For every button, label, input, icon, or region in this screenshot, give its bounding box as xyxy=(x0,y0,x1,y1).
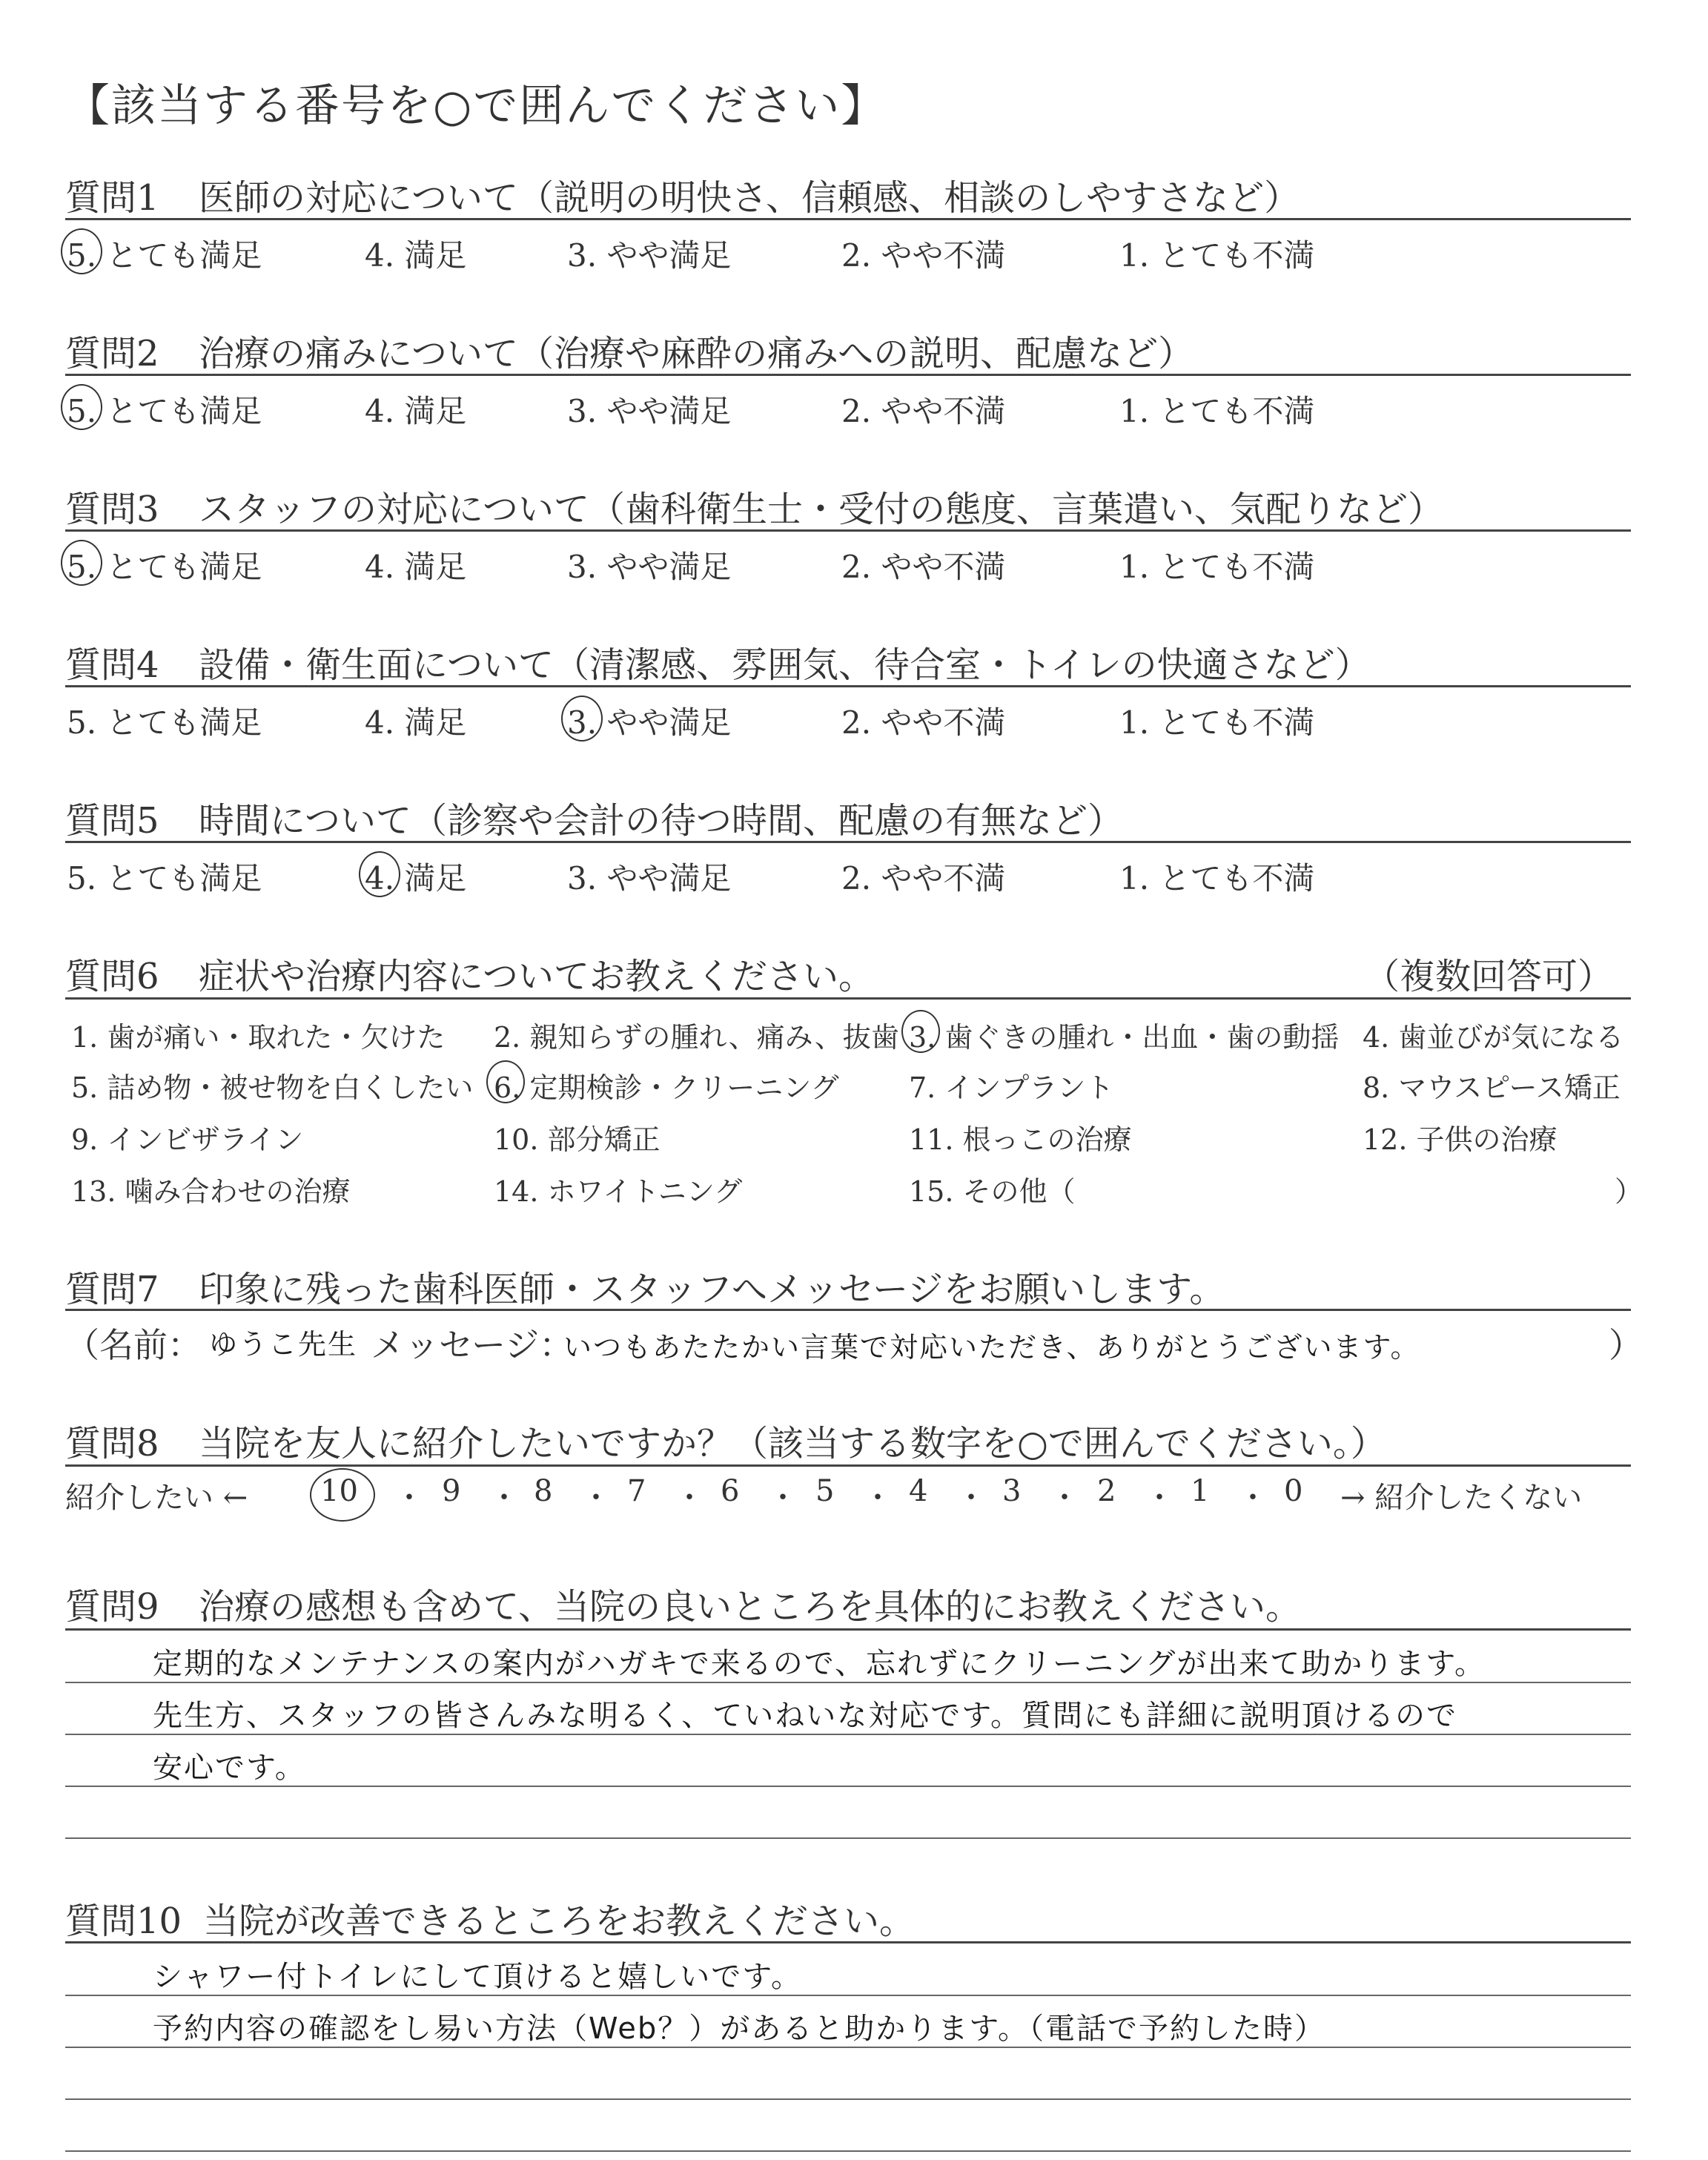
q8-dot-6: ・ xyxy=(956,1481,986,1515)
q6-item-11[interactable]: 11. 根っこの治療 xyxy=(909,1123,1132,1156)
q6-selected-circle-3 xyxy=(901,1010,940,1053)
q8-scale-4[interactable]: 4 xyxy=(909,1474,928,1508)
q8-dot-4: ・ xyxy=(768,1481,798,1515)
q6-item-14[interactable]: 14. ホワイトニング xyxy=(494,1175,743,1208)
q8-scale-0[interactable]: 0 xyxy=(1284,1474,1303,1508)
q3-option-1[interactable]: 1. とても不満 xyxy=(1119,549,1315,585)
q5-label: 質問5 xyxy=(65,800,159,842)
q6-item-9[interactable]: 9. インビザライン xyxy=(71,1123,304,1156)
q6-item-12[interactable]: 12. 子供の治療 xyxy=(1363,1123,1558,1156)
q7-close-paren: ） xyxy=(1609,1325,1643,1365)
q8-dot-2: ・ xyxy=(581,1481,611,1515)
q10-line-1[interactable]: シャワー付トイレにして頂けると嬉しいです。 xyxy=(153,1960,802,1994)
q10-line-2[interactable]: 予約内容の確認をし易い方法（Web？）があると助かります。（電話で予約した時） xyxy=(153,2012,1326,2046)
q9-line-3[interactable]: 安心です。 xyxy=(153,1751,306,1785)
q5-text: 時間について（診察や会計の待つ時間、配慮の有無など） xyxy=(199,800,1124,842)
q9-label: 質問9 xyxy=(65,1586,159,1628)
q3-option-4[interactable]: 4. 満足 xyxy=(365,549,467,585)
q10-rule-1 xyxy=(65,1995,1631,1996)
q2-option-3[interactable]: 3. やや満足 xyxy=(567,393,732,429)
q8-dot-5: ・ xyxy=(863,1481,893,1515)
q9-rule-4 xyxy=(65,1837,1631,1839)
q8-scale-8[interactable]: 8 xyxy=(534,1474,553,1508)
q3-text: スタッフの対応について（歯科衛生士・受付の態度、言葉遣い、気配りなど） xyxy=(199,489,1444,530)
q8-scale-7[interactable]: 7 xyxy=(627,1474,646,1508)
q6-item-13[interactable]: 13. 噛み合わせの治療 xyxy=(71,1175,351,1208)
q7-message-label: メッセージ： xyxy=(371,1325,574,1365)
q1-selected-circle xyxy=(61,228,102,274)
q1-option-1[interactable]: 1. とても不満 xyxy=(1119,237,1315,274)
q6-text: 症状や治療内容についてお教えください。 xyxy=(199,956,875,997)
q7-name-value[interactable]: ゆうこ先生 xyxy=(209,1328,358,1361)
q4-rule xyxy=(65,685,1631,687)
q8-scale-5[interactable]: 5 xyxy=(815,1474,835,1508)
q2-option-4[interactable]: 4. 満足 xyxy=(365,393,467,429)
q5-option-4[interactable]: 4. 満足 xyxy=(365,860,467,896)
q5-option-3[interactable]: 3. やや満足 xyxy=(567,860,732,896)
q8-text: 当院を友人に紹介したいですか？（該当する数字を○で囲んでください。） xyxy=(199,1423,1386,1464)
q2-option-1[interactable]: 1. とても不満 xyxy=(1119,393,1315,429)
q8-scale-9[interactable]: 9 xyxy=(442,1474,461,1508)
q8-scale-2[interactable]: 2 xyxy=(1097,1474,1116,1508)
q6-item-1[interactable]: 1. 歯が痛い・取れた・欠けた xyxy=(71,1021,446,1054)
q6-selected-circle-6 xyxy=(486,1060,525,1103)
q7-message-value[interactable]: いつもあたたかい言葉で対応いただき、ありがとうございます。 xyxy=(563,1331,1420,1364)
q10-rule-3 xyxy=(65,2098,1631,2100)
q5-selected-circle xyxy=(359,851,400,897)
q8-rule xyxy=(65,1464,1631,1467)
q3-selected-circle xyxy=(61,540,102,586)
q8-scale-10[interactable]: 10 xyxy=(320,1474,358,1508)
q8-scale-1[interactable]: 1 xyxy=(1191,1474,1210,1508)
q6-item-6[interactable]: 6. 定期検診・クリーニング xyxy=(494,1071,839,1104)
q1-option-4[interactable]: 4. 満足 xyxy=(365,237,467,274)
q9-text: 治療の感想も含めて、当院の良いところを具体的にお教えください。 xyxy=(199,1586,1302,1628)
q6-note: （複数回答可） xyxy=(1364,956,1614,997)
q8-label: 質問8 xyxy=(65,1423,159,1464)
q6-item-8[interactable]: 8. マウスピース矯正 xyxy=(1363,1071,1621,1104)
q1-option-5[interactable]: 5. とても満足 xyxy=(67,237,262,274)
q8-dot-0: ・ xyxy=(394,1481,424,1515)
q2-text: 治療の痛みについて（治療や麻酔の痛みへの説明、配慮など） xyxy=(199,333,1194,374)
q4-option-5[interactable]: 5. とても満足 xyxy=(67,704,262,741)
q8-scale-3[interactable]: 3 xyxy=(1002,1474,1022,1508)
q5-option-2[interactable]: 2. やや不満 xyxy=(841,860,1006,896)
q7-label: 質問7 xyxy=(65,1269,159,1310)
q1-text: 医師の対応について（説明の明快さ、信頼感、相談のしやすさなど） xyxy=(199,177,1300,219)
q5-option-1[interactable]: 1. とても不満 xyxy=(1119,860,1315,896)
q4-label: 質問4 xyxy=(65,644,159,686)
q10-rule-4 xyxy=(65,2150,1631,2152)
q3-rule xyxy=(65,529,1631,532)
q6-item-5[interactable]: 5. 詰め物・被せ物を白くしたい xyxy=(71,1071,474,1104)
q5-rule xyxy=(65,841,1631,843)
q8-scale-6[interactable]: 6 xyxy=(721,1474,740,1508)
q6-item-15[interactable]: 15. その他（ xyxy=(909,1175,1076,1208)
q9-line-1[interactable]: 定期的なメンテナンスの案内がハガキで来るので、忘れずにクリーニングが出来て助かります。 xyxy=(153,1647,1486,1681)
q8-left-label: 紹介したい ← xyxy=(65,1481,248,1515)
q6-item-7[interactable]: 7. インプラント xyxy=(909,1071,1114,1104)
q10-label: 質問10 xyxy=(65,1900,182,1942)
q9-line-2[interactable]: 先生方、スタッフの皆さんみな明るく、ていねいな対応です。質問にも詳細に説明頂けるので xyxy=(153,1699,1457,1733)
q7-name-label: （名前： xyxy=(65,1325,202,1365)
q6-item-10[interactable]: 10. 部分矯正 xyxy=(494,1123,661,1156)
q8-dot-1: ・ xyxy=(489,1481,519,1515)
q8-dot-9: ・ xyxy=(1238,1481,1268,1515)
q1-option-3[interactable]: 3. やや満足 xyxy=(567,237,732,274)
page-title: 【該当する番号を○で囲んでください】 xyxy=(65,80,887,132)
q6-item-4[interactable]: 4. 歯並びが気になる xyxy=(1363,1021,1624,1054)
q8-right-label: → 紹介したくない xyxy=(1340,1481,1583,1515)
q9-rule xyxy=(65,1628,1631,1631)
q2-label: 質問2 xyxy=(65,333,159,374)
q3-option-3[interactable]: 3. やや満足 xyxy=(567,549,732,585)
q4-option-2[interactable]: 2. やや不満 xyxy=(841,704,1006,741)
q8-dot-7: ・ xyxy=(1050,1481,1079,1515)
q9-rule-3 xyxy=(65,1786,1631,1787)
q3-option-5[interactable]: 5. とても満足 xyxy=(67,549,262,585)
q6-label: 質問6 xyxy=(65,956,159,997)
q1-label: 質問1 xyxy=(65,177,159,219)
q10-rule xyxy=(65,1941,1631,1943)
q10-text: 当院が改善できるところをお教えください。 xyxy=(203,1900,916,1942)
q4-option-1[interactable]: 1. とても不満 xyxy=(1119,704,1315,741)
q9-rule-2 xyxy=(65,1734,1631,1735)
q2-option-5[interactable]: 5. とても満足 xyxy=(67,393,262,429)
q2-rule xyxy=(65,374,1631,376)
q3-label: 質問3 xyxy=(65,489,159,530)
q1-option-2[interactable]: 2. やや不満 xyxy=(841,237,1006,274)
q7-rule xyxy=(65,1309,1631,1311)
q4-option-4[interactable]: 4. 満足 xyxy=(365,704,467,741)
q10-rule-2 xyxy=(65,2047,1631,2048)
q8-selected-circle xyxy=(310,1468,375,1522)
q9-rule-1 xyxy=(65,1682,1631,1683)
q3-option-2[interactable]: 2. やや不満 xyxy=(841,549,1006,585)
q7-text: 印象に残った歯科医師・スタッフへメッセージをお願いします。 xyxy=(199,1269,1225,1310)
q8-dot-3: ・ xyxy=(675,1481,704,1515)
q6-rule xyxy=(65,997,1631,1000)
q2-selected-circle xyxy=(61,384,102,430)
q6-item-2[interactable]: 2. 親知らずの腫れ、痛み、抜歯 xyxy=(494,1021,899,1054)
q8-dot-8: ・ xyxy=(1145,1481,1174,1515)
q4-selected-circle xyxy=(561,696,603,742)
q6-item-close[interactable]: ） xyxy=(1615,1175,1644,1208)
q1-rule xyxy=(65,218,1631,220)
q6-item-3[interactable]: 3. 歯ぐきの腫れ・出血・歯の動揺 xyxy=(909,1021,1340,1054)
q5-option-5[interactable]: 5. とても満足 xyxy=(67,860,262,896)
q4-text: 設備・衛生面について（清潔感、雰囲気、待合室・トイレの快適さなど） xyxy=(199,644,1371,686)
q4-option-3[interactable]: 3. やや満足 xyxy=(567,704,732,741)
q2-option-2[interactable]: 2. やや不満 xyxy=(841,393,1006,429)
